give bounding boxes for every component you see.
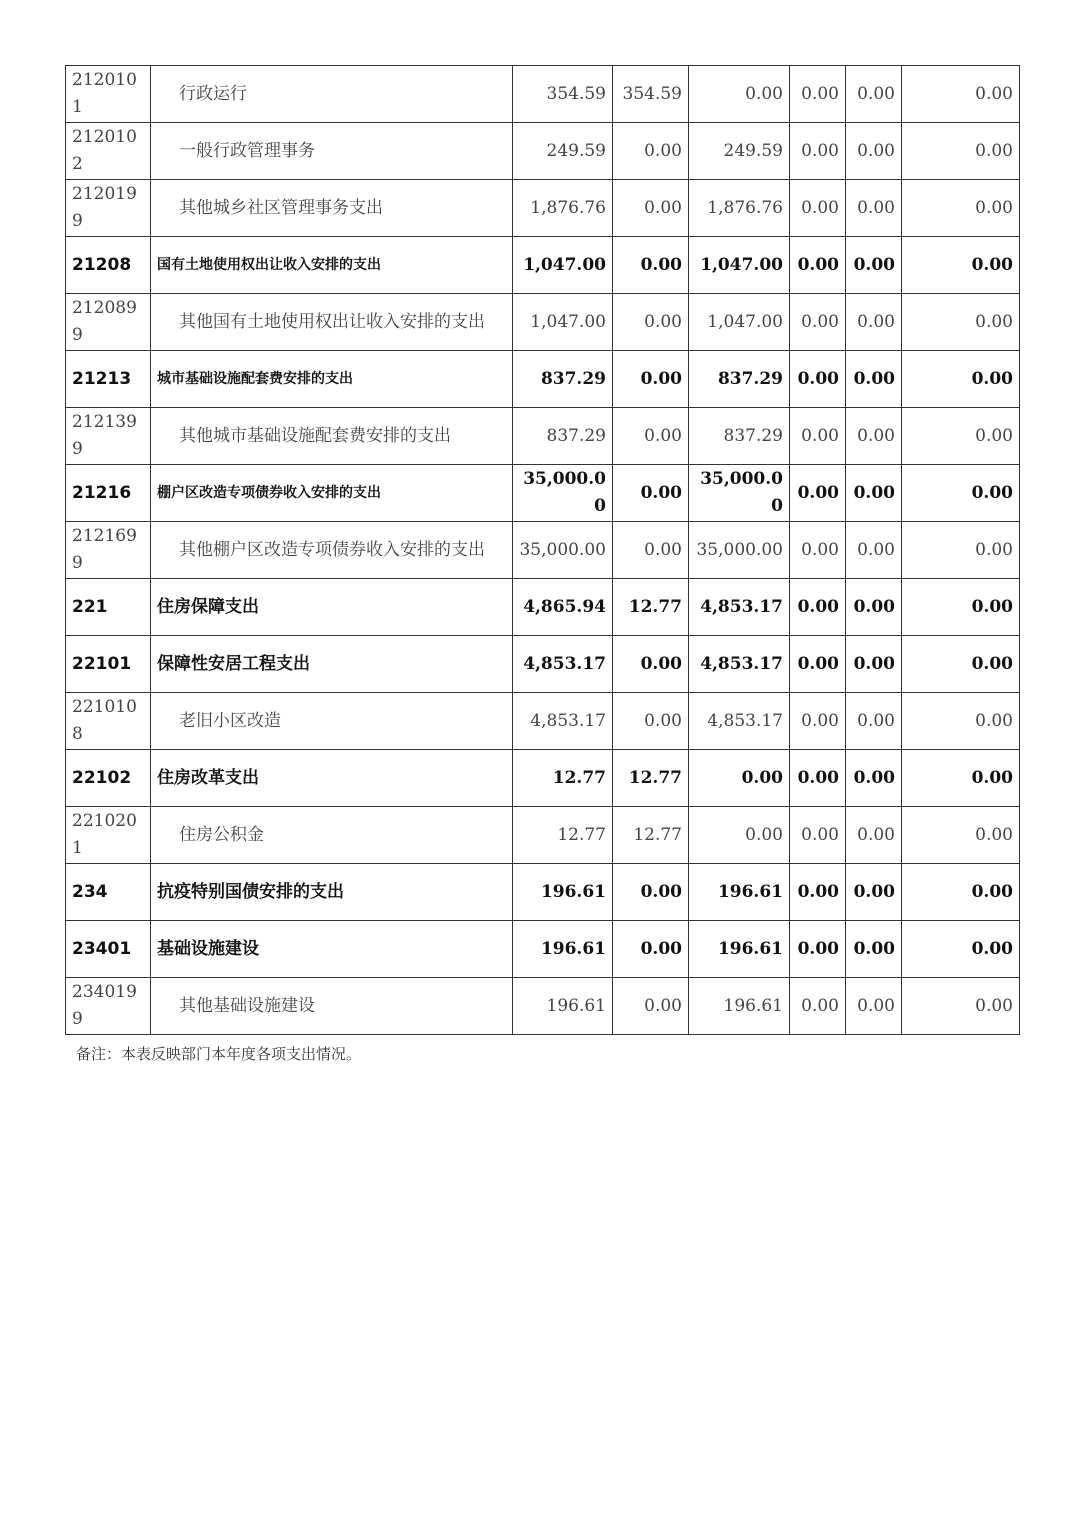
column-six-cell: 0.00 — [790, 66, 846, 123]
table-row — [66, 921, 1020, 978]
account-name-cell: 城市基础设施配套费安排的支出 — [151, 351, 513, 408]
project-expenditure-cell: 196.61 — [689, 864, 790, 921]
account-name-cell: 住房保障支出 — [151, 579, 513, 636]
column-seven-cell: 0.00 — [846, 807, 902, 864]
basic-expenditure-cell: 0.00 — [613, 864, 689, 921]
account-name-cell: 其他城市基础设施配套费安排的支出 — [151, 408, 513, 465]
column-seven-cell: 0.00 — [846, 351, 902, 408]
column-six-cell: 0.00 — [790, 636, 846, 693]
table-row — [66, 237, 1020, 294]
basic-expenditure-cell: 12.77 — [613, 807, 689, 864]
column-seven-cell: 0.00 — [846, 636, 902, 693]
account-code-cell: 2210201 — [66, 807, 151, 864]
column-seven-cell: 0.00 — [846, 408, 902, 465]
column-eight-cell: 0.00 — [902, 294, 1020, 351]
account-code-cell: 21213 — [66, 351, 151, 408]
column-seven-cell: 0.00 — [846, 921, 902, 978]
total-amount-cell: 1,876.76 — [513, 180, 613, 237]
account-code-cell: 21208 — [66, 237, 151, 294]
project-expenditure-cell: 1,047.00 — [689, 237, 790, 294]
account-code-cell: 2120102 — [66, 123, 151, 180]
table-row — [66, 522, 1020, 579]
total-amount-cell: 354.59 — [513, 66, 613, 123]
total-amount-cell: 12.77 — [513, 807, 613, 864]
account-name-cell: 其他国有土地使用权出让收入安排的支出 — [151, 294, 513, 351]
basic-expenditure-cell: 0.00 — [613, 522, 689, 579]
table-row — [66, 807, 1020, 864]
column-eight-cell: 0.00 — [902, 351, 1020, 408]
total-amount-cell: 249.59 — [513, 123, 613, 180]
project-expenditure-cell: 196.61 — [689, 978, 790, 1035]
total-amount-cell: 4,853.17 — [513, 693, 613, 750]
project-expenditure-cell: 4,853.17 — [689, 579, 790, 636]
project-expenditure-cell: 4,853.17 — [689, 693, 790, 750]
account-code-cell: 2120199 — [66, 180, 151, 237]
basic-expenditure-cell: 0.00 — [613, 123, 689, 180]
total-amount-cell: 35,000.00 — [513, 465, 613, 522]
column-eight-cell: 0.00 — [902, 807, 1020, 864]
account-name-cell: 一般行政管理事务 — [151, 123, 513, 180]
account-code-cell: 22101 — [66, 636, 151, 693]
column-seven-cell: 0.00 — [846, 978, 902, 1035]
column-six-cell: 0.00 — [790, 864, 846, 921]
column-eight-cell: 0.00 — [902, 864, 1020, 921]
account-name-cell: 棚户区改造专项债券收入安排的支出 — [151, 465, 513, 522]
column-six-cell: 0.00 — [790, 750, 846, 807]
account-code-cell: 2120101 — [66, 66, 151, 123]
column-six-cell: 0.00 — [790, 807, 846, 864]
total-amount-cell: 196.61 — [513, 978, 613, 1035]
project-expenditure-cell: 249.59 — [689, 123, 790, 180]
account-name-cell: 保障性安居工程支出 — [151, 636, 513, 693]
table-row — [66, 408, 1020, 465]
column-seven-cell: 0.00 — [846, 522, 902, 579]
column-six-cell: 0.00 — [790, 408, 846, 465]
total-amount-cell: 196.61 — [513, 864, 613, 921]
account-code-cell: 2121399 — [66, 408, 151, 465]
table-row — [66, 465, 1020, 522]
table-row — [66, 180, 1020, 237]
column-seven-cell: 0.00 — [846, 237, 902, 294]
column-six-cell: 0.00 — [790, 522, 846, 579]
column-six-cell: 0.00 — [790, 237, 846, 294]
basic-expenditure-cell: 0.00 — [613, 921, 689, 978]
project-expenditure-cell: 196.61 — [689, 921, 790, 978]
basic-expenditure-cell: 0.00 — [613, 978, 689, 1035]
column-eight-cell: 0.00 — [902, 636, 1020, 693]
total-amount-cell: 196.61 — [513, 921, 613, 978]
total-amount-cell: 35,000.00 — [513, 522, 613, 579]
table-row — [66, 123, 1020, 180]
total-amount-cell: 4,853.17 — [513, 636, 613, 693]
account-code-cell: 22102 — [66, 750, 151, 807]
total-amount-cell: 4,865.94 — [513, 579, 613, 636]
account-code-cell: 2210108 — [66, 693, 151, 750]
project-expenditure-cell: 4,853.17 — [689, 636, 790, 693]
column-eight-cell: 0.00 — [902, 180, 1020, 237]
table-row — [66, 579, 1020, 636]
column-six-cell: 0.00 — [790, 921, 846, 978]
table-row — [66, 636, 1020, 693]
column-six-cell: 0.00 — [790, 693, 846, 750]
basic-expenditure-cell: 0.00 — [613, 465, 689, 522]
column-eight-cell: 0.00 — [902, 522, 1020, 579]
column-seven-cell: 0.00 — [846, 66, 902, 123]
basic-expenditure-cell: 0.00 — [613, 237, 689, 294]
basic-expenditure-cell: 0.00 — [613, 294, 689, 351]
basic-expenditure-cell: 0.00 — [613, 180, 689, 237]
account-name-cell: 住房改革支出 — [151, 750, 513, 807]
account-name-cell: 国有土地使用权出让收入安排的支出 — [151, 237, 513, 294]
total-amount-cell: 837.29 — [513, 351, 613, 408]
column-seven-cell: 0.00 — [846, 750, 902, 807]
column-eight-cell: 0.00 — [902, 237, 1020, 294]
project-expenditure-cell: 1,047.00 — [689, 294, 790, 351]
account-code-cell: 23401 — [66, 921, 151, 978]
table-row — [66, 693, 1020, 750]
account-name-cell: 其他基础设施建设 — [151, 978, 513, 1035]
account-name-cell: 老旧小区改造 — [151, 693, 513, 750]
column-seven-cell: 0.00 — [846, 579, 902, 636]
column-eight-cell: 0.00 — [902, 408, 1020, 465]
project-expenditure-cell: 0.00 — [689, 807, 790, 864]
project-expenditure-cell: 0.00 — [689, 66, 790, 123]
account-code-cell: 234 — [66, 864, 151, 921]
column-seven-cell: 0.00 — [846, 123, 902, 180]
basic-expenditure-cell: 354.59 — [613, 66, 689, 123]
basic-expenditure-cell: 12.77 — [613, 579, 689, 636]
column-six-cell: 0.00 — [790, 294, 846, 351]
total-amount-cell: 837.29 — [513, 408, 613, 465]
total-amount-cell: 1,047.00 — [513, 294, 613, 351]
table-row — [66, 750, 1020, 807]
project-expenditure-cell: 1,876.76 — [689, 180, 790, 237]
project-expenditure-cell: 35,000.00 — [689, 465, 790, 522]
basic-expenditure-cell: 0.00 — [613, 636, 689, 693]
column-six-cell: 0.00 — [790, 180, 846, 237]
basic-expenditure-cell: 0.00 — [613, 408, 689, 465]
account-name-cell: 其他城乡社区管理事务支出 — [151, 180, 513, 237]
column-eight-cell: 0.00 — [902, 693, 1020, 750]
column-six-cell: 0.00 — [790, 579, 846, 636]
basic-expenditure-cell: 0.00 — [613, 351, 689, 408]
account-name-cell: 抗疫特别国债安排的支出 — [151, 864, 513, 921]
project-expenditure-cell: 35,000.00 — [689, 522, 790, 579]
account-code-cell: 2340199 — [66, 978, 151, 1035]
column-six-cell: 0.00 — [790, 123, 846, 180]
expenditure-table — [65, 65, 1020, 1035]
table-body — [66, 66, 1020, 1035]
column-six-cell: 0.00 — [790, 465, 846, 522]
project-expenditure-cell: 0.00 — [689, 750, 790, 807]
table-footnote: 备注：本表反映部门本年度各项支出情况。 — [76, 1045, 362, 1063]
basic-expenditure-cell: 12.77 — [613, 750, 689, 807]
column-eight-cell: 0.00 — [902, 579, 1020, 636]
table-row — [66, 978, 1020, 1035]
table-row — [66, 864, 1020, 921]
account-code-cell: 21216 — [66, 465, 151, 522]
column-six-cell: 0.00 — [790, 351, 846, 408]
table-row — [66, 294, 1020, 351]
column-eight-cell: 0.00 — [902, 750, 1020, 807]
column-seven-cell: 0.00 — [846, 180, 902, 237]
column-seven-cell: 0.00 — [846, 294, 902, 351]
column-seven-cell: 0.00 — [846, 693, 902, 750]
column-eight-cell: 0.00 — [902, 978, 1020, 1035]
table-row — [66, 66, 1020, 123]
account-code-cell: 2120899 — [66, 294, 151, 351]
account-name-cell: 住房公积金 — [151, 807, 513, 864]
column-eight-cell: 0.00 — [902, 123, 1020, 180]
column-seven-cell: 0.00 — [846, 465, 902, 522]
account-name-cell: 行政运行 — [151, 66, 513, 123]
total-amount-cell: 12.77 — [513, 750, 613, 807]
account-name-cell: 基础设施建设 — [151, 921, 513, 978]
column-eight-cell: 0.00 — [902, 465, 1020, 522]
project-expenditure-cell: 837.29 — [689, 351, 790, 408]
column-six-cell: 0.00 — [790, 978, 846, 1035]
account-name-cell: 其他棚户区改造专项债券收入安排的支出 — [151, 522, 513, 579]
column-seven-cell: 0.00 — [846, 864, 902, 921]
total-amount-cell: 1,047.00 — [513, 237, 613, 294]
account-code-cell: 2121699 — [66, 522, 151, 579]
column-eight-cell: 0.00 — [902, 921, 1020, 978]
column-eight-cell: 0.00 — [902, 66, 1020, 123]
account-code-cell: 221 — [66, 579, 151, 636]
project-expenditure-cell: 837.29 — [689, 408, 790, 465]
basic-expenditure-cell: 0.00 — [613, 693, 689, 750]
table-row — [66, 351, 1020, 408]
